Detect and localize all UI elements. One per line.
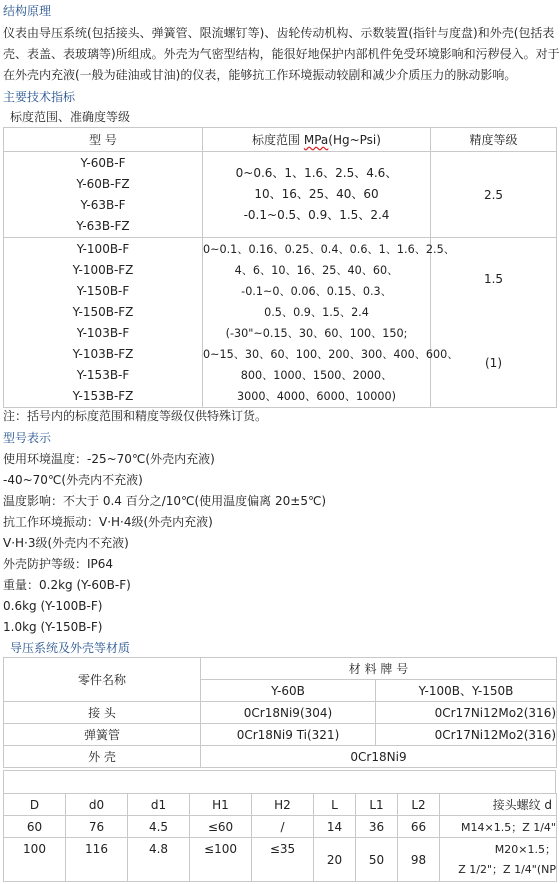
header-accuracy: 精度等级 bbox=[431, 128, 557, 152]
dim-cell: 4.8 bbox=[128, 838, 190, 882]
material-table bbox=[3, 657, 557, 768]
dim-header: H1 bbox=[190, 794, 252, 816]
header-part-name: 零件名称 bbox=[4, 658, 201, 702]
header-range-prefix: 标度范围 bbox=[252, 133, 304, 147]
model-item: Y-100B-F bbox=[76, 241, 130, 256]
model-item: Y-63B-F bbox=[80, 197, 126, 212]
group1-accuracy: 2.5 bbox=[431, 152, 557, 238]
model-item: Y-60B-FZ bbox=[76, 176, 130, 191]
material-title: 导压系统及外壳等材质 bbox=[10, 641, 131, 655]
header-material: 材 料 牌 号 bbox=[201, 658, 557, 680]
material-b: 0Cr17Ni12Mo2(316) bbox=[376, 702, 557, 724]
model-title: 型号表示 bbox=[3, 431, 52, 445]
range-item: 0~0.6、1、1.6、2.5、4.6、 bbox=[235, 166, 398, 180]
dim-header: H2 bbox=[252, 794, 314, 816]
group2-models bbox=[4, 238, 203, 408]
dim-cell: 14 bbox=[314, 816, 356, 838]
spec-protection: 外壳防护等级：IP64 bbox=[3, 557, 114, 571]
model-item: Y-150B-F bbox=[76, 283, 130, 298]
group1-ranges bbox=[203, 152, 431, 238]
group2-accuracy bbox=[431, 238, 557, 408]
spacer-row bbox=[3, 770, 556, 794]
spec-weight: 重量：0.2kg (Y-60B-F) bbox=[3, 578, 131, 592]
section-heading-tech: 主要技术指标 bbox=[3, 90, 76, 104]
spec-temp-effect: 温度影响：不大于 0.4 百分之/10℃(使用温度偏离 20±5℃) bbox=[3, 494, 327, 508]
table-row bbox=[4, 724, 557, 746]
dim-cell: 4.5 bbox=[128, 816, 190, 838]
header-col-b: Y-100B、Y-150B bbox=[376, 680, 557, 702]
dim-cell: ≤100 bbox=[190, 838, 252, 882]
dim-header: d1 bbox=[128, 794, 190, 816]
dim-header: L1 bbox=[356, 794, 398, 816]
range-item: 0~0.1、0.16、0.25、0.4、0.6、1、1.6、2.5、 bbox=[203, 242, 455, 256]
spec-env-temp-2: -40~70℃(外壳内不充液) bbox=[3, 473, 143, 487]
range-item: 800、1000、1500、2000、 bbox=[240, 368, 393, 382]
thread-line: Z 1/2"；Z 1/4"(NP bbox=[458, 862, 556, 876]
part-name: 接 头 bbox=[4, 702, 201, 724]
thread-line: M20×1.5； bbox=[494, 842, 556, 856]
part-name: 外 壳 bbox=[4, 746, 201, 768]
table-row bbox=[4, 702, 557, 724]
header-col-a: Y-60B bbox=[201, 680, 376, 702]
dim-header: L bbox=[314, 794, 356, 816]
shell-material: 0Cr18Ni9 bbox=[201, 746, 557, 768]
dim-cell: M14×1.5；Z 1/4" bbox=[440, 816, 557, 838]
table-row bbox=[4, 838, 557, 860]
dim-cell: 100 bbox=[4, 838, 66, 882]
note-line: 注：括号内的标度范围和精度等级仅供特殊订货。 bbox=[3, 409, 268, 423]
intro-paragraph-line-3: 在外壳内充液(一般为硅油或甘油)的仪表，能够抗工作环境振动较剧和减少介质压力的脉动影响。 bbox=[3, 68, 517, 82]
model-item: Y-100B-FZ bbox=[72, 262, 134, 277]
model-item: Y-63B-FZ bbox=[76, 218, 130, 233]
range-item: 0.5、0.9、1.5、2.4 bbox=[264, 305, 369, 319]
dim-cell: 76 bbox=[66, 816, 128, 838]
model-item: Y-153B-F bbox=[76, 367, 130, 382]
material-a: 0Cr18Ni9 Ti(321) bbox=[201, 724, 376, 746]
part-name: 弹簧管 bbox=[4, 724, 201, 746]
dim-thread-cell bbox=[440, 838, 557, 882]
spec-vibration-2: V·H·3级(外壳内不充液) bbox=[3, 536, 129, 550]
dim-cell: 50 bbox=[356, 838, 398, 882]
intro-paragraph-line-1: 仪表由导压系统(包括接头、弹簧管、限流螺钉等)、齿轮传动机构、示数装置(指针与度盘)和外壳(包括表 bbox=[3, 26, 555, 40]
header-range-unit: MPa bbox=[303, 133, 329, 147]
dim-cell: 36 bbox=[356, 816, 398, 838]
spec-env-temp: 使用环境温度：-25~70℃(外壳内充液) bbox=[3, 452, 215, 466]
dim-cell: 60 bbox=[4, 816, 66, 838]
accuracy-special: (1) bbox=[485, 356, 502, 370]
dimension-table bbox=[3, 793, 557, 882]
range-table bbox=[3, 127, 557, 408]
dim-cell: ≤35 bbox=[252, 838, 314, 882]
header-range bbox=[203, 128, 431, 152]
model-item: Y-150B-FZ bbox=[72, 304, 134, 319]
range-item: 4、6、10、16、25、40、60、 bbox=[234, 263, 399, 277]
range-item: 0~15、30、60、100、200、300、400、600、 bbox=[203, 347, 459, 361]
header-model: 型 号 bbox=[4, 128, 203, 152]
range-item: -0.1~0、0.06、0.15、0.3、 bbox=[241, 284, 392, 298]
dim-header: d0 bbox=[66, 794, 128, 816]
dim-header: D bbox=[4, 794, 66, 816]
intro-paragraph-line-2: 壳、表盖、表玻璃等)所组成。外壳为气密型结构，能很好地保护内部机件免受环境影响和污秽侵入。对于 bbox=[3, 47, 560, 61]
material-a: 0Cr18Ni9(304) bbox=[201, 702, 376, 724]
material-b: 0Cr17Ni12Mo2(316) bbox=[376, 724, 557, 746]
table-row bbox=[4, 746, 557, 768]
dim-cell: 20 bbox=[314, 838, 356, 882]
dim-cell: ≤60 bbox=[190, 816, 252, 838]
model-item: Y-153B-FZ bbox=[72, 388, 134, 403]
model-item: Y-103B-FZ bbox=[72, 346, 134, 361]
dim-cell: / bbox=[252, 816, 314, 838]
dim-header: 接头螺纹 d bbox=[440, 794, 557, 816]
group2-ranges bbox=[203, 238, 459, 408]
range-item: (-30"~0.15、30、60、100、150; bbox=[225, 326, 408, 340]
range-title: 标度范围、准确度等级 bbox=[10, 110, 131, 124]
header-range-suffix: (Hg~Psi) bbox=[328, 133, 381, 147]
spec-weight-3: 1.0kg (Y-150B-F) bbox=[3, 620, 103, 634]
spec-vibration: 抗工作环境振动：V·H·4级(外壳内充液) bbox=[3, 515, 213, 529]
model-item: Y-103B-F bbox=[76, 325, 130, 340]
group1-models bbox=[4, 152, 203, 238]
dim-cell: 66 bbox=[398, 816, 440, 838]
spec-weight-2: 0.6kg (Y-100B-F) bbox=[3, 599, 103, 613]
model-item: Y-60B-F bbox=[80, 155, 126, 170]
section-heading-structure: 结构原理 bbox=[3, 4, 52, 18]
dim-header: L2 bbox=[398, 794, 440, 816]
table-row bbox=[4, 816, 557, 838]
range-item: 3000、4000、6000、10000) bbox=[237, 389, 396, 403]
range-item: -0.1~0.5、0.9、1.5、2.4 bbox=[243, 208, 390, 222]
dim-cell: 98 bbox=[398, 838, 440, 882]
accuracy-main: 1.5 bbox=[483, 272, 504, 286]
dim-cell: 116 bbox=[66, 838, 128, 882]
range-item: 10、16、25、40、60 bbox=[254, 187, 379, 201]
